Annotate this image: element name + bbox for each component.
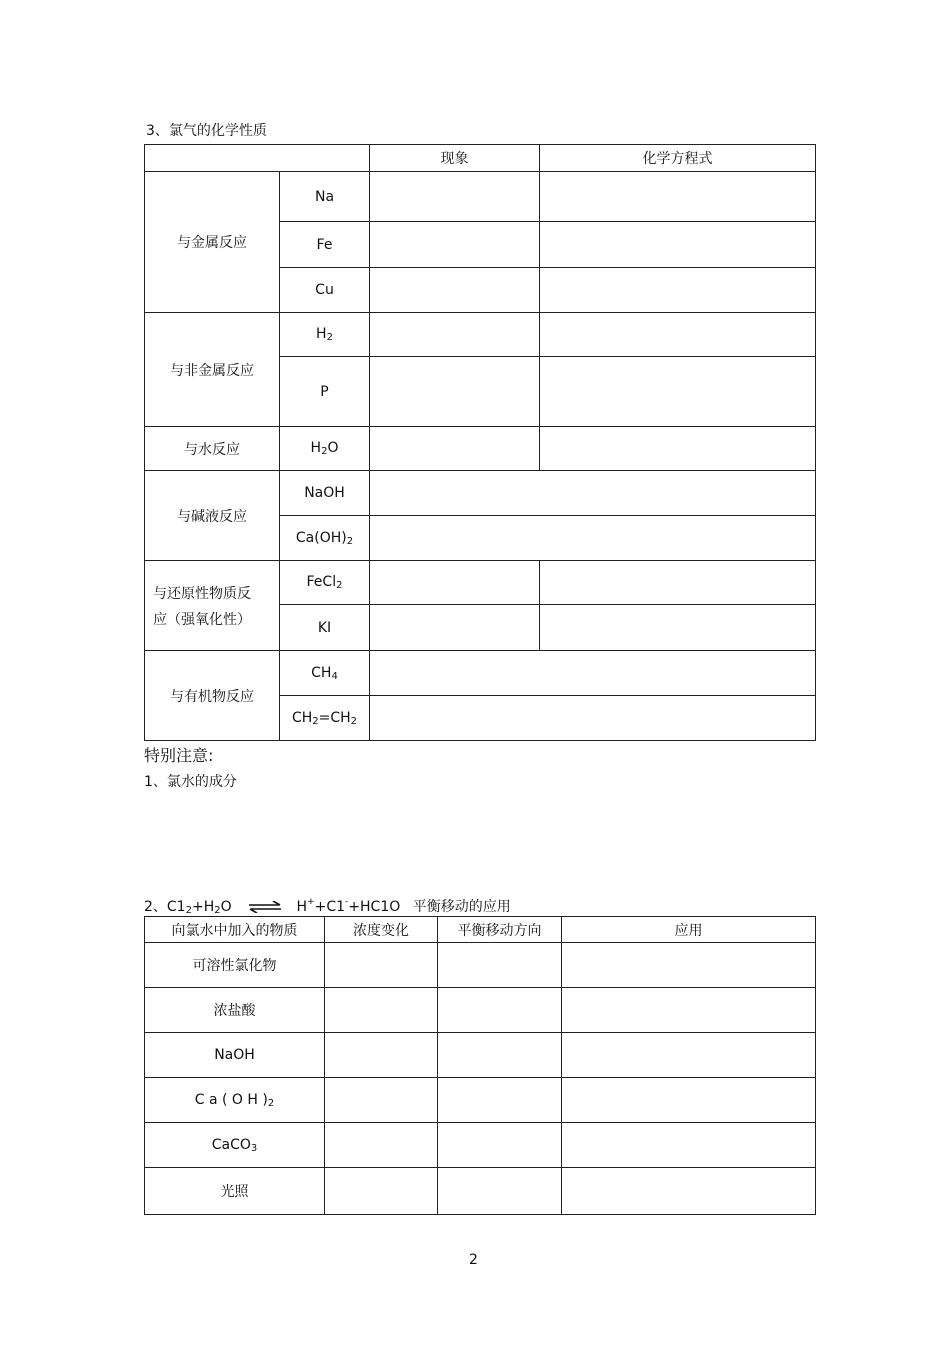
cell-blank [438, 943, 562, 988]
cell-blank [438, 1033, 562, 1078]
cell-blank [370, 605, 540, 651]
row-conc-hcl: 浓盐酸 [145, 988, 325, 1033]
cell-blank [562, 1168, 816, 1215]
cell-blank [540, 605, 816, 651]
cell-blank [438, 988, 562, 1033]
header-phenomenon: 现象 [370, 145, 540, 172]
item-p: P [280, 357, 370, 427]
cell-blank [370, 471, 816, 516]
row-soluble-chloride: 可溶性氯化物 [145, 943, 325, 988]
item-h2o: $H_2O$ [280, 427, 370, 471]
cell-blank [438, 1078, 562, 1123]
row-caoh2: C a ( O H )$_2$ [145, 1078, 325, 1123]
cell-blank [325, 988, 438, 1033]
header-application: 应用 [562, 917, 816, 943]
cell-blank [540, 357, 816, 427]
cell-blank [325, 1078, 438, 1123]
header-empty-cell [145, 145, 370, 172]
cell-blank [562, 1033, 816, 1078]
cell-blank [370, 651, 816, 696]
cell-blank [370, 172, 540, 222]
item-naoh: NaOH [280, 471, 370, 516]
equilibrium-application-table [144, 916, 816, 1215]
item-ethylene: $CH_2=CH_2$ [280, 696, 370, 741]
item-ch4: $CH_4$ [280, 651, 370, 696]
cell-blank [540, 313, 816, 357]
cell-blank [370, 696, 816, 741]
row-naoh: NaOH [145, 1033, 325, 1078]
group-nonmetal: 与非金属反应 [145, 313, 280, 427]
item-fecl2: FeCl$_2$ [280, 561, 370, 605]
cell-blank [438, 1123, 562, 1168]
item-fe: Fe [280, 222, 370, 268]
item-caoh2: $Ca(OH)_2$ [280, 516, 370, 561]
cell-blank [562, 1123, 816, 1168]
group-water: 与水反应 [145, 427, 280, 471]
note-item-2: 2、$C1_2+H_2O$ H++C1-+HC1O 平衡移动的应用 [144, 897, 511, 916]
cell-blank [438, 1168, 562, 1215]
cell-blank [370, 357, 540, 427]
row-caco3: CaCO$_3$ [145, 1123, 325, 1168]
cell-blank [562, 943, 816, 988]
cell-blank [370, 516, 816, 561]
header-equation: 化学方程式 [540, 145, 816, 172]
cell-blank [540, 172, 816, 222]
cell-blank [370, 313, 540, 357]
cell-blank [370, 222, 540, 268]
cell-blank [540, 222, 816, 268]
item-cu: Cu [280, 268, 370, 313]
header-substance: 向氯水中加入的物质 [145, 917, 325, 943]
header-concentration: 浓度变化 [325, 917, 438, 943]
item-ki: KI [280, 605, 370, 651]
cell-blank [325, 1168, 438, 1215]
group-alkali: 与碱液反应 [145, 471, 280, 561]
chlorine-properties-table [144, 144, 816, 741]
equilibrium-arrow-icon [248, 901, 282, 913]
cell-blank [370, 561, 540, 605]
group-organic: 与有机物反应 [145, 651, 280, 741]
item-h2: $H_2$ [280, 313, 370, 357]
item-na: Na [280, 172, 370, 222]
cell-blank [325, 943, 438, 988]
cell-blank [370, 427, 540, 471]
page-number: 2 [469, 1252, 478, 1268]
group-reducing: 与还原性物质反 应（强氧化性） [145, 561, 280, 651]
group-metal: 与金属反应 [145, 172, 280, 313]
cell-blank [325, 1123, 438, 1168]
cell-blank [370, 268, 540, 313]
note-item-1: 1、氯水的成分 [144, 774, 237, 790]
cell-blank [562, 1078, 816, 1123]
cell-blank [562, 988, 816, 1033]
row-light: 光照 [145, 1168, 325, 1215]
cell-blank [540, 268, 816, 313]
special-note-heading: 特别注意: [144, 746, 214, 765]
cell-blank [540, 561, 816, 605]
cell-blank [325, 1033, 438, 1078]
header-shift-direction: 平衡移动方向 [438, 917, 562, 943]
cell-blank [540, 427, 816, 471]
section-title: 3、氯气的化学性质 [146, 123, 267, 139]
